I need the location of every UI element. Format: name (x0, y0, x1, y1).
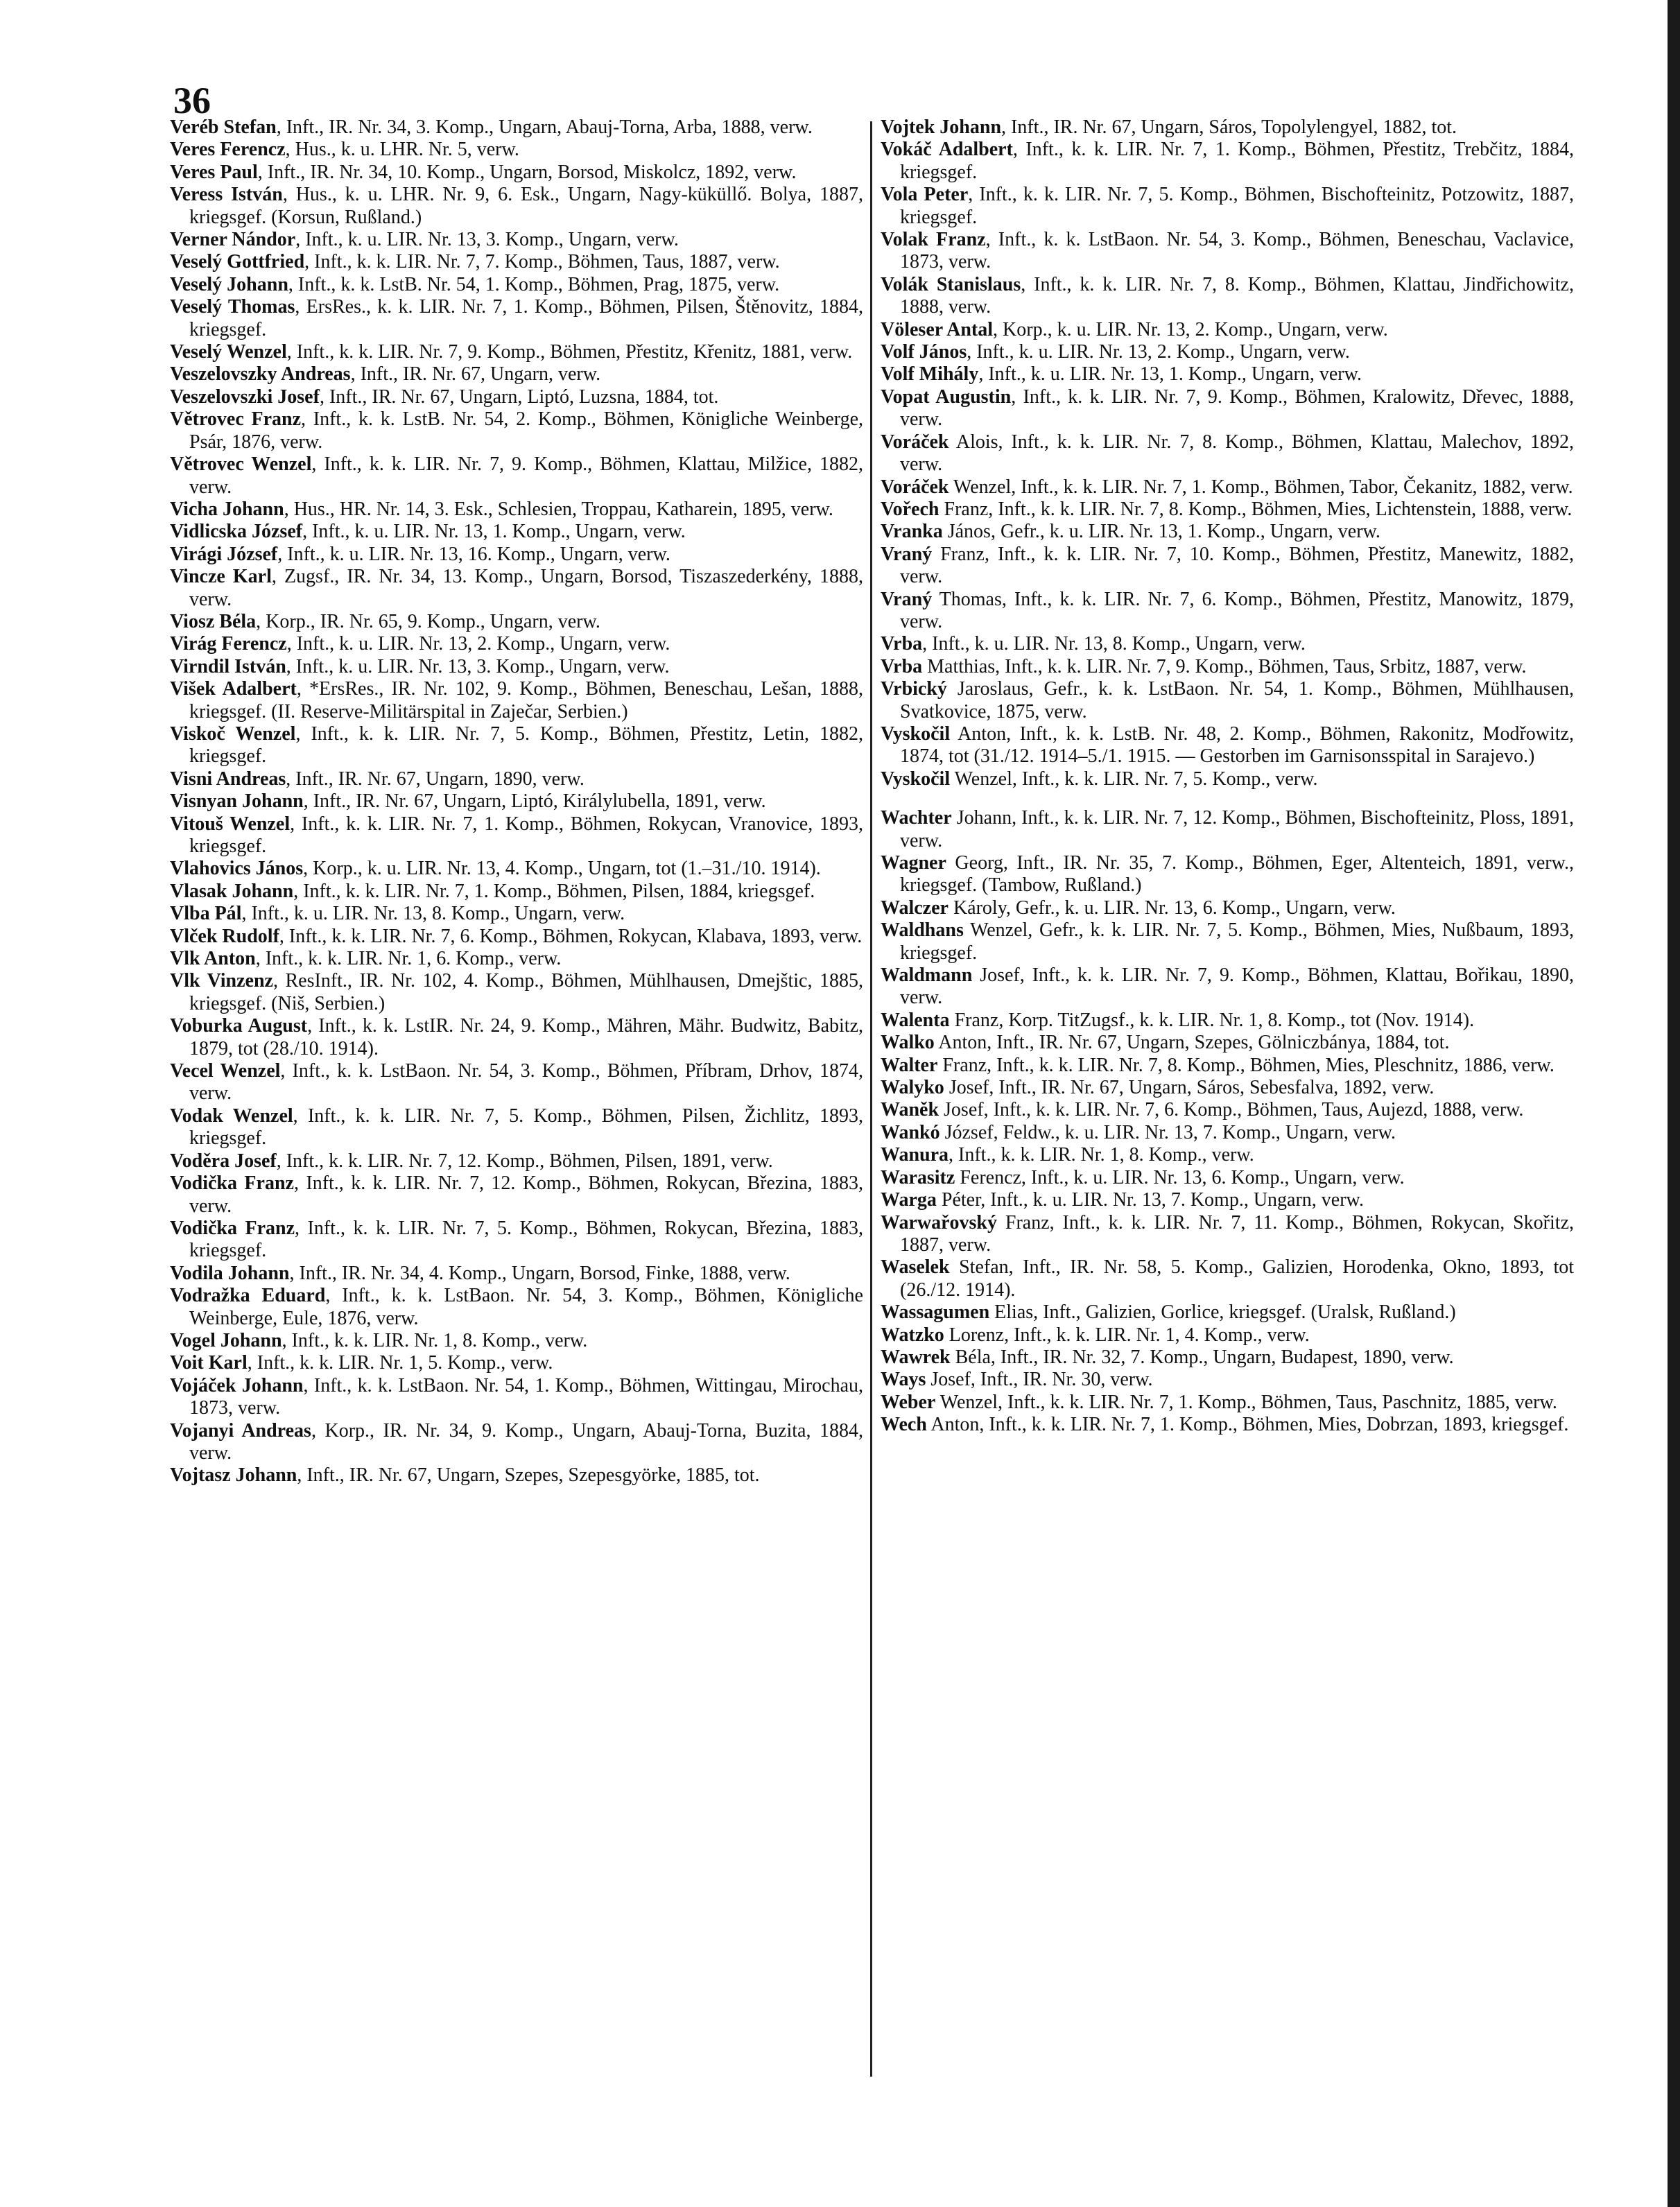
register-entry (881, 1392, 1574, 1414)
entry-details: , Inft., k. u. LIR. Nr. 13, 2. Komp., Ungarn, verw. (967, 341, 1350, 363)
entry-details: , Inft., IR. Nr. 67, Ungarn, Sáros, Topolylengyel, 1882, tot. (1001, 116, 1457, 138)
entry-details: Georg, Inft., IR. Nr. 35, 7. Komp., Böhmen, Eger, Altenteich, 1891, verw., kriegsgef. (Tambow, Rußland.) (900, 852, 1574, 897)
register-entry (881, 768, 1574, 790)
register-entry (170, 926, 863, 948)
entry-name: Větrovec Wenzel (170, 453, 312, 476)
register-entry (881, 633, 1574, 655)
entry-name: Veselý Wenzel (170, 341, 287, 363)
entry-details: Wenzel, Inft., k. k. LIR. Nr. 7, 1. Komp., Böhmen, Taus, Paschnitz, 1885, verw. (935, 1391, 1557, 1413)
register-entry (881, 184, 1574, 229)
register-entry (170, 296, 863, 341)
entry-name: Warasitz (881, 1166, 955, 1188)
entry-name: Walenta (881, 1009, 950, 1031)
entry-details: , Inft., IR. Nr. 67, Ungarn, 1890, verw. (286, 768, 584, 790)
entry-name: Visni Andreas (170, 768, 286, 790)
entry-details: , *ErsRes., IR. Nr. 102, 9. Komp., Böhmen, Beneschau, Lešan, 1888, kriegsgef. (II. Reserve-Militärspital in Zaječar, Serbien.) (189, 678, 863, 722)
entry-name: Virndil István (170, 655, 286, 677)
register-entry (170, 1464, 863, 1487)
register-entry (881, 1347, 1574, 1369)
register-entry (881, 544, 1574, 589)
entry-name: Watzko (881, 1324, 944, 1346)
register-entry (881, 1055, 1574, 1077)
register-entry (170, 611, 863, 633)
register-entry (170, 1172, 863, 1218)
entry-details: Péter, Inft., k. u. LIR. Nr. 13, 7. Komp., Ungarn, verw. (936, 1189, 1364, 1211)
entry-name: Viskoč Wenzel (170, 722, 296, 745)
entry-name: Vlba Pál (170, 903, 242, 925)
entry-details: Wenzel, Inft., k. k. LIR. Nr. 7, 1. Komp., Böhmen, Tabor, Čekanitz, 1882, verw. (949, 476, 1573, 498)
scan-edge (1668, 0, 1680, 2207)
entry-details: Wenzel, Inft., k. k. LIR. Nr. 7, 5. Komp., verw. (950, 768, 1318, 790)
entry-details: Károly, Gefr., k. u. LIR. Nr. 13, 6. Komp., Ungarn, verw. (948, 897, 1396, 919)
register-entry (170, 521, 863, 543)
entry-details: , Inft., k. u. LIR. Nr. 13, 2. Komp., Ungarn, verw. (286, 633, 670, 655)
entry-name: Viosz Béla (170, 610, 257, 632)
entry-name: Voráček (881, 431, 949, 453)
entry-details: , Inft., k. k. LIR. Nr. 7, 12. Komp., Böhmen, Rokycan, Březina, 1883, verw. (189, 1172, 863, 1217)
register-entry (170, 251, 863, 273)
register-entry (170, 274, 863, 296)
entry-details: , Inft., k. k. LIR. Nr. 1, 5. Komp., verw. (247, 1352, 553, 1374)
entry-details: , ResInft., IR. Nr. 102, 4. Komp., Böhmen, Mühlhausen, Dmejštic, 1885, kriegsgef. (Niš, Serbien.) (189, 970, 863, 1014)
entry-name: Wech (881, 1414, 927, 1436)
register-entry (170, 408, 863, 453)
right-column (881, 116, 1574, 1437)
entry-name: Voburka August (170, 1015, 308, 1037)
register-entry (881, 341, 1574, 363)
register-entry (170, 881, 863, 903)
entry-details: , Inft., k. k. LIR. Nr. 7, 5. Komp., Böhmen, Rokycan, Březina, 1883, kriegsgef. (189, 1217, 863, 1262)
entry-details: , Inft., k. k. LIR. Nr. 7, 9. Komp., Böhmen, Přestitz, Křenitz, 1881, verw. (286, 341, 853, 363)
register-entry (170, 499, 863, 521)
entry-details: , Inft., k. k. LIR. Nr. 7, 6. Komp., Böhmen, Rokycan, Klabava, 1893, verw. (279, 925, 863, 947)
register-entry (170, 790, 863, 813)
entry-details: , Inft., k. u. LIR. Nr. 13, 3. Komp., Ungarn, verw. (295, 229, 679, 251)
entry-details: , Inft., k. k. LIR. Nr. 1, 8. Komp., verw. (949, 1144, 1254, 1166)
entry-details: , Inft., k. k. LstBaon. Nr. 54, 3. Komp., Böhmen, Beneschau, Vaclavice, 1873, verw. (900, 229, 1574, 273)
entry-details: , Korp., k. u. LIR. Nr. 13, 4. Komp., Ungarn, tot (1.–31./10. 1914). (303, 858, 821, 880)
entry-name: Wagner (881, 852, 946, 874)
entry-name: Vlček Rudolf (170, 925, 279, 947)
entry-name: Vokáč Adalbert (881, 139, 1013, 161)
register-entry (881, 1212, 1574, 1257)
register-entry (170, 229, 863, 251)
entry-details: , Hus., k. u. LHR. Nr. 5, verw. (285, 139, 519, 161)
register-entry (881, 678, 1574, 723)
entry-name: Weber (881, 1391, 936, 1413)
entry-details: , Inft., k. k. LIR. Nr. 7, 9. Komp., Böhmen, Kralowitz, Dřevec, 1888, verw. (900, 386, 1574, 431)
entry-name: Vodila Johann (170, 1262, 290, 1284)
entry-details: , Inft., k. k. LIR. Nr. 7, 9. Komp., Böhmen, Klattau, Milžice, 1882, verw. (189, 453, 863, 498)
register-entry (170, 116, 863, 139)
register-entry (881, 852, 1574, 897)
register-entry (881, 807, 1574, 852)
entry-name: Veszelovszki Josef (170, 386, 320, 408)
register-entry (170, 903, 863, 925)
entry-name: Warwařovský (881, 1211, 997, 1234)
register-entry (170, 970, 863, 1015)
entry-name: Vecel Wenzel (170, 1060, 281, 1082)
register-entry (170, 544, 863, 566)
entry-details: , Inft., k. k. LIR. Nr. 7, 5. Komp., Böhmen, Bischofteinitz, Potzowitz, 1887, kriegsgef. (900, 184, 1574, 228)
entry-name: Volf János (881, 341, 967, 363)
entry-details: , Zugsf., IR. Nr. 34, 13. Komp., Ungarn, Borsod, Tiszaszederkény, 1888, verw. (189, 566, 863, 610)
entry-details: , Inft., k. u. LIR. Nr. 13, 1. Komp., Ungarn, verw. (302, 521, 686, 543)
register-entry (170, 678, 863, 723)
entry-name: Voděra Josef (170, 1150, 277, 1172)
entry-details: Josef, Inft., k. k. LIR. Nr. 7, 9. Komp., Böhmen, Klattau, Bořikau, 1890, verw. (900, 964, 1574, 1009)
register-entry (881, 1032, 1574, 1054)
entry-name: Völeser Antal (881, 318, 994, 340)
entry-details: Josef, Inft., k. k. LIR. Nr. 7, 6. Komp., Böhmen, Taus, Aujezd, 1888, verw. (939, 1099, 1524, 1121)
register-entry (881, 319, 1574, 341)
register-entry (170, 948, 863, 970)
register-entry (170, 566, 863, 611)
register-entry (170, 386, 863, 408)
entry-details: , Inft., k. u. LIR. Nr. 13, 8. Komp., Ungarn, verw. (241, 903, 625, 925)
entry-details: Anton, Inft., IR. Nr. 67, Ungarn, Szepes, Gölniczbánya, 1884, tot. (934, 1032, 1450, 1054)
entry-details: , Inft., k. k. LstIR. Nr. 24, 9. Komp., Mähren, Mähr. Budwitz, Babitz, 1879, tot (28./10. 1914). (189, 1015, 864, 1059)
entry-details: Alois, Inft., k. k. LIR. Nr. 7, 8. Komp., Böhmen, Klattau, Malechov, 1892, verw. (900, 431, 1574, 476)
entry-details: Stefan, Inft., IR. Nr. 58, 5. Komp., Galizien, Horodenka, Okno, 1893, tot (26./12. 1914). (900, 1256, 1574, 1301)
register-entry (881, 1144, 1574, 1166)
register-entry (881, 1189, 1574, 1211)
entry-name: Verner Nándor (170, 229, 296, 251)
entry-details: , Inft., k. k. LstB. Nr. 54, 2. Komp., Böhmen, Königliche Weinberge, Psár, 1876, verw. (189, 408, 863, 453)
entry-details: Wenzel, Gefr., k. k. LIR. Nr. 7, 5. Komp., Böhmen, Mies, Nußbaum, 1893, kriegsgef. (900, 919, 1574, 964)
left-column (170, 116, 863, 1487)
register-entry (881, 897, 1574, 919)
register-entry (170, 1150, 863, 1172)
entry-name: Vyskočil (881, 722, 951, 745)
entry-name: Walyko (881, 1077, 944, 1099)
entry-details: Ferencz, Inft., k. u. LIR. Nr. 13, 6. Komp., Ungarn, verw. (955, 1166, 1405, 1188)
entry-name: Volák Stanislaus (881, 273, 1021, 295)
register-entry (881, 919, 1574, 964)
entry-details: , Inft., k. k. LIR. Nr. 7, 5. Komp., Böhmen, Pilsen, Žichlitz, 1893, kriegsgef. (189, 1105, 863, 1150)
register-entry (170, 341, 863, 363)
entry-details: , Korp., IR. Nr. 65, 9. Komp., Ungarn, verw. (256, 610, 600, 632)
entry-details: , Inft., k. k. LIR. Nr. 7, 1. Komp., Böhmen, Rokycan, Vranovice, 1893, kriegsgef. (189, 813, 863, 857)
register-entry (881, 116, 1574, 139)
entry-details: Matthias, Inft., k. k. LIR. Nr. 7, 9. Komp., Böhmen, Taus, Srbitz, 1887, verw. (922, 655, 1527, 677)
entry-name: Vlk Anton (170, 948, 256, 970)
register-entry (170, 633, 863, 655)
register-entry (881, 1010, 1574, 1032)
register-entry (170, 1420, 863, 1465)
entry-name: Veress István (170, 184, 283, 206)
entry-details: , Inft., IR. Nr. 34, 10. Komp., Ungarn, Borsod, Miskolcz, 1892, verw. (257, 161, 797, 183)
entry-name: Wawrek (881, 1346, 951, 1368)
entry-details: , Inft., k. k. LstBaon. Nr. 54, 3. Komp., Böhmen, Königliche Weinberge, Eule, 1876, verw. (189, 1285, 863, 1329)
register-entry (170, 1285, 863, 1330)
entry-name: Waldmann (881, 964, 973, 987)
register-entry (881, 1301, 1574, 1324)
entry-name: Walczer (881, 897, 949, 919)
register-entry (881, 723, 1574, 768)
entry-details: , Inft., IR. Nr. 34, 3. Komp., Ungarn, Abauj-Torna, Arba, 1888, verw. (276, 116, 813, 138)
entry-name: Vicha Johann (170, 498, 284, 520)
entry-name: Vrbický (881, 678, 947, 700)
register-entry (170, 1015, 863, 1060)
entry-name: Vojtek Johann (881, 116, 1002, 138)
register-entry (170, 768, 863, 790)
entry-details: , ErsRes., k. k. LIR. Nr. 7, 1. Komp., Böhmen, Pilsen, Štěnovitz, 1884, kriegsgef. (189, 296, 863, 340)
entry-details: Josef, Inft., IR. Nr. 67, Ungarn, Sáros, Sebesfalva, 1892, verw. (944, 1077, 1435, 1099)
entry-details: Josef, Inft., IR. Nr. 30, verw. (926, 1369, 1153, 1391)
entry-name: Virág Ferencz (170, 633, 287, 655)
entry-name: Vořech (881, 498, 939, 520)
entry-details: , Inft., k. k. LIR. Nr. 7, 5. Komp., Böhmen, Přestitz, Letin, 1882, kriegsgef. (189, 722, 863, 768)
entry-details: János, Gefr., k. u. LIR. Nr. 13, 1. Komp., Ungarn, verw. (942, 521, 1380, 543)
register-entry (881, 1256, 1574, 1301)
entry-name: Veselý Johann (170, 273, 288, 295)
entry-name: Veréb Stefan (170, 116, 277, 138)
register-entry (170, 139, 863, 161)
entry-name: Vojanyi Andreas (170, 1419, 311, 1442)
entry-details: , Inft., k. u. LIR. Nr. 13, 1. Komp., Ungarn, verw. (978, 363, 1362, 386)
entry-details: Anton, Inft., k. k. LstB. Nr. 48, 2. Komp., Böhmen, Rakonitz, Modřowitz, 1874, tot (31./12. 1914–5./1. 1915. — Gestorben im Garnisonsspital in Sarajevo.) (900, 722, 1574, 768)
register-entry (881, 386, 1574, 431)
entry-name: Vrba (881, 655, 923, 677)
register-entry (881, 1414, 1574, 1436)
entry-name: Walter (881, 1054, 938, 1076)
register-entry (881, 1369, 1574, 1391)
entry-name: Wankó (881, 1121, 940, 1143)
entry-details: , Inft., k. k. LIR. Nr. 1, 6. Komp., verw. (255, 948, 562, 970)
register-entry (170, 1263, 863, 1285)
entry-details: Elias, Inft., Galizien, Gorlice, kriegsgef. (Uralsk, Rußland.) (989, 1301, 1456, 1324)
entry-name: Waldhans (881, 919, 964, 942)
register-entry (170, 162, 863, 184)
register-entry (170, 656, 863, 678)
entry-name: Veselý Thomas (170, 296, 295, 318)
entry-name: Vogel Johann (170, 1329, 282, 1351)
register-entry (170, 723, 863, 768)
register-entry (170, 813, 863, 858)
entry-details: Franz, Inft., k. k. LIR. Nr. 7, 8. Komp., Böhmen, Mies, Pleschnitz, 1886, verw. (937, 1054, 1555, 1076)
register-entry (170, 453, 863, 499)
entry-name: Wachter (881, 807, 952, 829)
entry-name: Vyskočil (881, 768, 951, 790)
entry-name: Višek Adalbert (170, 678, 297, 700)
entry-name: Vola Peter (881, 184, 969, 206)
register-entry (881, 1122, 1574, 1144)
entry-details: Franz, Inft., k. k. LIR. Nr. 7, 10. Komp., Böhmen, Přestitz, Manewitz, 1882, verw. (900, 543, 1574, 588)
entry-details: , Inft., k. u. LIR. Nr. 13, 3. Komp., Ungarn, verw. (286, 655, 670, 677)
entry-details: , Inft., k. k. LstB. Nr. 54, 1. Komp., Böhmen, Prag, 1875, verw. (288, 273, 780, 295)
entry-details: Johann, Inft., k. k. LIR. Nr. 7, 12. Komp., Böhmen, Bischofteinitz, Ploss, 1891, verw. (900, 807, 1574, 851)
entry-name: Virági József (170, 543, 278, 565)
register-entry (170, 1330, 863, 1352)
entry-details: , Inft., IR. Nr. 67, Ungarn, Liptó, Luzsna, 1884, tot. (319, 386, 719, 408)
entry-details: Franz, Korp. TitZugsf., k. k. LIR. Nr. 1, 8. Komp., tot (Nov. 1914). (949, 1009, 1475, 1031)
register-entry (170, 858, 863, 880)
entry-name: Volak Franz (881, 229, 986, 251)
entry-name: Ways (881, 1369, 926, 1391)
entry-name: Vodička Franz (170, 1172, 294, 1195)
entry-name: Vojáček Johann (170, 1374, 304, 1396)
entry-details: Jaroslaus, Gefr., k. k. LstBaon. Nr. 54, 1. Komp., Böhmen, Mühlhausen, Svatkovice, 1875, verw. (900, 678, 1574, 722)
entry-details: Anton, Inft., k. k. LIR. Nr. 7, 1. Komp., Böhmen, Mies, Dobrzan, 1893, kriegsgef. (926, 1414, 1569, 1436)
entry-name: Vrba (881, 633, 923, 655)
entry-name: Vlasak Johann (170, 880, 294, 902)
register-entry (170, 1060, 863, 1105)
entry-name: Voráček (881, 476, 949, 498)
entry-details: , Inft., k. k. LstBaon. Nr. 54, 3. Komp., Böhmen, Příbram, Drhov, 1874, verw. (189, 1060, 863, 1105)
register-entry (881, 499, 1574, 521)
entry-name: Vopat Augustin (881, 386, 1012, 408)
entry-details: Franz, Inft., k. k. LIR. Nr. 7, 8. Komp., Böhmen, Mies, Lichtenstein, 1888, verw. (939, 498, 1573, 520)
register-entry (170, 1352, 863, 1374)
entry-details: , Inft., IR. Nr. 34, 4. Komp., Ungarn, Borsod, Finke, 1888, verw. (289, 1262, 790, 1284)
register-entry (170, 1375, 863, 1420)
register-entry (881, 1077, 1574, 1099)
entry-details: Béla, Inft., IR. Nr. 32, 7. Komp., Ungarn, Budapest, 1890, verw. (950, 1346, 1454, 1368)
entry-details: , Inft., k. k. LIR. Nr. 7, 1. Komp., Böhmen, Přestitz, Trebčitz, 1884, kriegsgef. (900, 139, 1574, 183)
entry-details: József, Feldw., k. u. LIR. Nr. 13, 7. Komp., Ungarn, verw. (939, 1121, 1396, 1143)
entry-details: Thomas, Inft., k. k. LIR. Nr. 7, 6. Komp., Böhmen, Přestitz, Manowitz, 1879, verw. (900, 588, 1574, 632)
register-entry (170, 1218, 863, 1263)
entry-name: Wassagumen (881, 1301, 990, 1324)
register-entry (881, 363, 1574, 386)
register-entry (881, 656, 1574, 678)
entry-details: , Hus., HR. Nr. 14, 3. Esk., Schlesien, Troppau, Katharein, 1895, verw. (284, 498, 833, 520)
entry-details: Franz, Inft., k. k. LIR. Nr. 7, 11. Komp., Böhmen, Rokycan, Skořitz, 1887, verw. (900, 1211, 1574, 1256)
entry-details: , Inft., k. k. LIR. Nr. 1, 8. Komp., verw. (282, 1329, 588, 1351)
entry-name: Volf Mihály (881, 363, 979, 386)
entry-name: Vitouš Wenzel (170, 813, 291, 835)
entry-name: Wanura (881, 1144, 949, 1166)
register-entry (881, 1099, 1574, 1121)
entry-name: Visnyan Johann (170, 790, 304, 813)
register-entry (881, 274, 1574, 319)
entry-name: Voit Karl (170, 1352, 248, 1374)
entry-name: Waněk (881, 1099, 939, 1121)
entry-name: Vranka (881, 521, 943, 543)
entry-name: Větrovec Franz (170, 408, 302, 431)
entry-name: Vodražka Eduard (170, 1285, 326, 1307)
entry-name: Walko (881, 1032, 935, 1054)
entry-name: Vidlicska József (170, 521, 303, 543)
register-entry (170, 363, 863, 386)
entry-details: , Hus., k. u. LHR. Nr. 9, 6. Esk., Ungarn, Nagy-küküllő. Bolya, 1887, kriegsgef. (Korsun, Rußland.) (189, 184, 863, 228)
entry-details: Lorenz, Inft., k. k. LIR. Nr. 1, 4. Komp., verw. (944, 1324, 1310, 1346)
entry-details: , Inft., k. u. LIR. Nr. 13, 8. Komp., Ungarn, verw. (922, 633, 1306, 655)
entry-name: Veres Ferencz (170, 139, 286, 161)
entry-details: , Inft., k. k. LIR. Nr. 7, 7. Komp., Böhmen, Taus, 1887, verw. (304, 251, 780, 273)
page-number: 36 (173, 80, 211, 121)
register-entry (881, 476, 1574, 499)
register-entry (881, 964, 1574, 1010)
entry-name: Vodička Franz (170, 1217, 295, 1239)
entry-details: , Inft., k. k. LIR. Nr. 7, 8. Komp., Böhmen, Klattau, Jindřichowitz, 1888, verw. (900, 273, 1574, 318)
entry-name: Veszelovszky Andreas (170, 363, 351, 386)
entry-name: Vlahovics János (170, 858, 304, 880)
entry-details: , Inft., IR. Nr. 67, Ungarn, verw. (350, 363, 601, 386)
entry-name: Vlk Vinzenz (170, 970, 273, 992)
entry-details: , Inft., k. k. LstBaon. Nr. 54, 1. Komp., Böhmen, Wittingau, Mirochau, 1873, verw. (189, 1374, 863, 1419)
register-entry (881, 139, 1574, 184)
column-divider (870, 121, 872, 2077)
entry-name: Vraný (881, 588, 933, 610)
register-entry (881, 521, 1574, 543)
register-entry (881, 1324, 1574, 1347)
entry-name: Veselý Gottfried (170, 251, 305, 273)
entry-name: Vodak Wenzel (170, 1105, 293, 1127)
entry-name: Warga (881, 1189, 937, 1211)
entry-name: Vraný (881, 543, 933, 565)
register-entry (170, 184, 863, 229)
entry-details: , Inft., IR. Nr. 67, Ungarn, Szepes, Szepesgyörke, 1885, tot. (297, 1464, 760, 1487)
entry-details: , Korp., IR. Nr. 34, 9. Komp., Ungarn, Abauj-Torna, Buzita, 1884, verw. (189, 1419, 863, 1464)
entry-details: , Inft., k. k. LIR. Nr. 7, 12. Komp., Böhmen, Pilsen, 1891, verw. (276, 1150, 773, 1172)
entry-name: Vojtasz Johann (170, 1464, 297, 1487)
register-entry (881, 1167, 1574, 1189)
entry-details: , Inft., k. u. LIR. Nr. 13, 16. Komp., Ungarn, verw. (277, 543, 670, 565)
entry-name: Veres Paul (170, 161, 258, 183)
entry-details: , Inft., IR. Nr. 67, Ungarn, Liptó, Királylubella, 1891, verw. (303, 790, 766, 813)
register-entry (881, 589, 1574, 634)
entry-details: , Korp., k. u. LIR. Nr. 13, 2. Komp., Ungarn, verw. (993, 318, 1388, 340)
entry-name: Vincze Karl (170, 566, 272, 588)
register-entry (881, 431, 1574, 476)
register-entry (881, 229, 1574, 274)
register-entry (170, 1105, 863, 1150)
entry-name: Waselek (881, 1256, 950, 1279)
entry-details: , Inft., k. k. LIR. Nr. 7, 1. Komp., Böhmen, Pilsen, 1884, kriegsgef. (293, 880, 815, 902)
